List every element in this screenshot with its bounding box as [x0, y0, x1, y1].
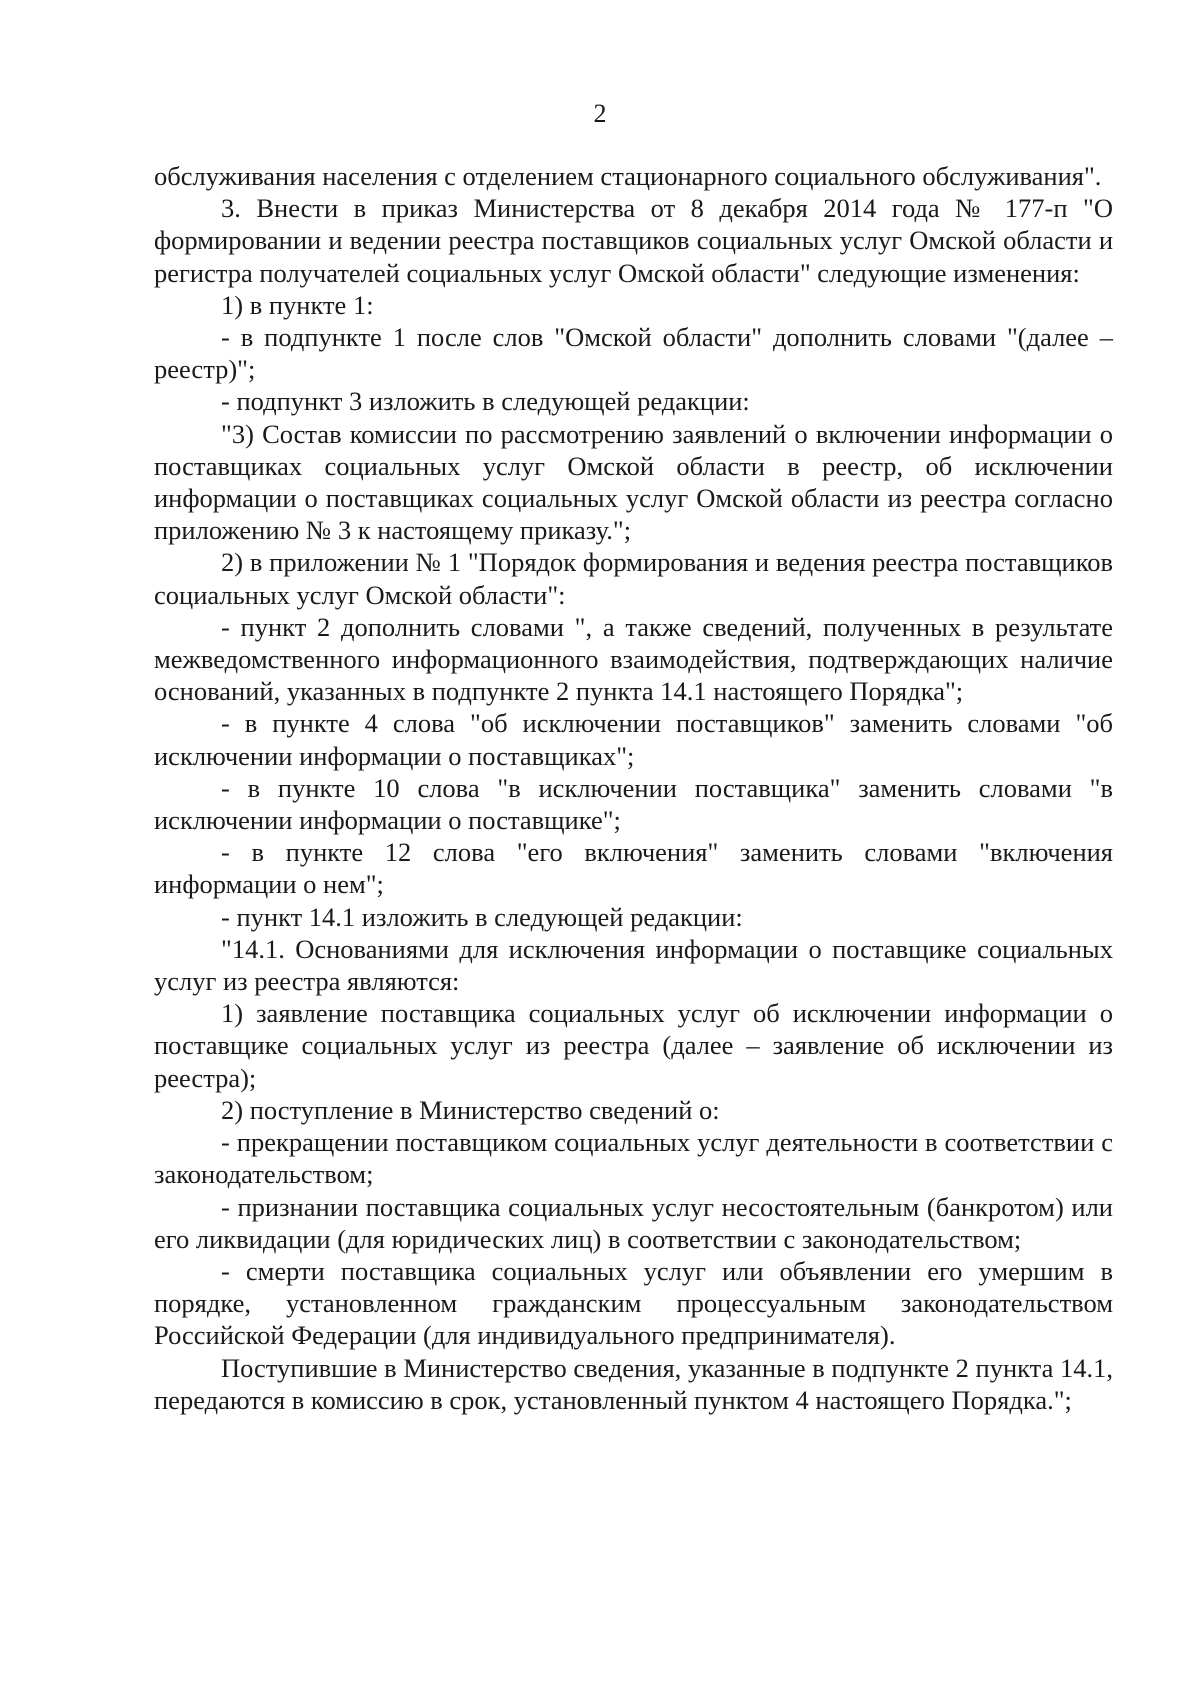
paragraph-dash-3: - пункт 2 дополнить словами ", а также сведений, полученных в результате межведомственного информационного взаимодействия, подтверждающих наличие оснований, указанных в подпункте 2 пункта 14.1 настоящего Порядка";: [154, 611, 1113, 707]
paragraph-dash-8: - прекращении поставщиком социальных услуг деятельности в соответствии с законодательством;: [154, 1127, 1113, 1190]
page-number: 2: [593, 99, 607, 128]
paragraph-dash-10: - смерти поставщика социальных услуг или объявлении его умершим в порядке, установленном гражданским процессуальным законодательством Российской Федерации (для индивидуального предпринимателя).: [154, 1255, 1113, 1351]
paragraph-dash-1: - в подпункте 1 после слов "Омской области" дополнить словами "(далее – реестр)";: [154, 322, 1113, 385]
paragraph-dash-6: - в пункте 12 слова "его включения" заменить словами "включения информации о нем";: [154, 837, 1113, 900]
paragraph-dash-7: - пункт 14.1 изложить в следующей редакции:: [221, 901, 743, 932]
paragraph-quote-3: "3) Состав комиссии по рассмотрению заявлений о включении информации о поставщиках социальных услуг Омской области в реестр, об исключении информации о поставщиках социальных услуг Омской области из реестра согласно приложению № 3 к настоящему приказу.";: [154, 418, 1113, 546]
paragraph-continuation: обслуживания населения с отделением стационарного социального обслуживания".: [154, 161, 1102, 191]
paragraph-item-3: 3. Внести в приказ Министерства от 8 декабря 2014 года № 177-п "О формировании и ведении реестра поставщиков социальных услуг Омской области и регистра получателей социальных услуг Омской области" следующие изменения:: [154, 193, 1113, 288]
paragraph-subitem-1: 1) в пункте 1:: [221, 289, 374, 320]
paragraph-ground-2: 2) поступление в Министерство сведений о:: [221, 1094, 720, 1125]
document-body: [154, 160, 1113, 1416]
paragraph-dash-5: - в пункте 10 слова "в исключении поставщика" заменить словами "в исключении информации о поставщике";: [154, 772, 1113, 836]
paragraph-dash-2: - подпункт 3 изложить в следующей редакции:: [221, 386, 750, 417]
paragraph-ground-1: 1) заявление поставщика социальных услуг об исключении информации о поставщике социальных услуг из реестра (далее – заявление об исключении из реестра);: [154, 998, 1113, 1093]
paragraph-final: Поступившие в Министерство сведения, указанные в подпункте 2 пункта 14.1, передаются в комиссию в срок, установленный пунктом 4 настоящего Порядка.";: [154, 1352, 1113, 1415]
paragraph-dash-9: - признании поставщика социальных услуг несостоятельным (банкротом) или его ликвидации (для юридических лиц) в соответствии с законодательством;: [154, 1191, 1113, 1254]
paragraph-subitem-2: 2) в приложении № 1 "Порядок формирования и ведения реестра поставщиков социальных услуг Омской области":: [154, 547, 1113, 610]
paragraph-quote-14-1: "14.1. Основаниями для исключения информации о поставщике социальных услуг из реестра являются:: [154, 933, 1113, 997]
paragraph-dash-4: - в пункте 4 слова "об исключении поставщиков" заменить словами "об исключении информации о поставщиках";: [154, 708, 1113, 771]
